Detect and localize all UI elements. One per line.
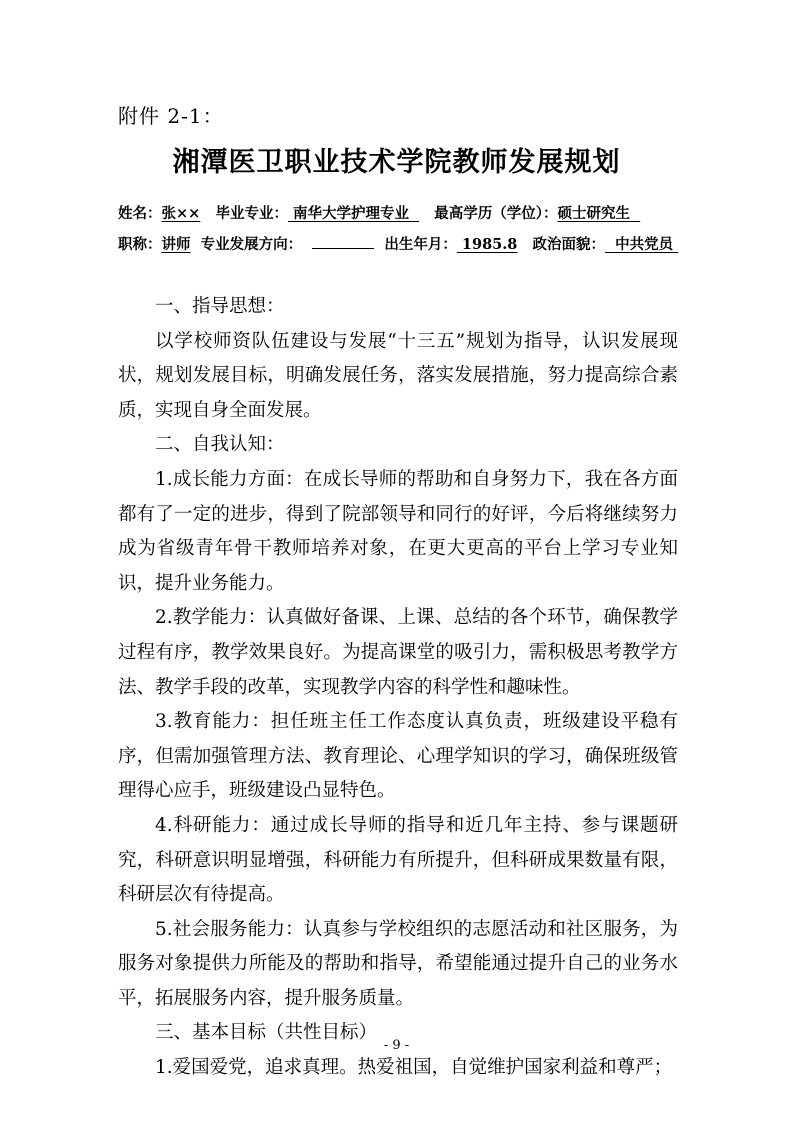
- direction-label: 专业发展方向：: [200, 236, 303, 253]
- political-value: 中共党员: [615, 236, 674, 253]
- paragraph: 1.爱国爱党，追求真理。热爱祖国，自觉维护国家利益和尊严；: [155, 1057, 673, 1079]
- paragraph: 4.科研能力：通过成长导师的指导和近几年主持、参与课题研究，科研意识明显增强，科研能力有所提升，但科研成果数量有限，科研层次有待提高。: [118, 814, 678, 906]
- direction-blank: [312, 247, 374, 249]
- info-line-2: [118, 233, 678, 254]
- paragraph: 5.社会服务能力：认真参与学校组织的志愿活动和社区服务，为服务对象提供力所能及的帮助和指导，希望能通过提升自己的业务水平，拓展服务内容，提升服务质量。: [118, 918, 678, 1009]
- rank-label: 职称：: [118, 236, 162, 253]
- section-heading: 一、指导思想：: [155, 296, 285, 317]
- birth-value: 1985.8: [461, 236, 518, 253]
- section-heading: 三、基本目标（共性目标）: [155, 1022, 378, 1044]
- paragraph: 3.教育能力：担任班主任工作态度认真负责，班级建设平稳有序，但需加强管理方法、教育理论、心理学知识的学习，确保班级管理得心应手，班级建设凸显特色。: [118, 711, 678, 802]
- paragraph: 以学校师资队伍建设与发展“十三五”规划为指导，认识发展现状，规划发展目标，明确发展任务，落实发展措施，努力提高综合素质，实现自身全面发展。: [118, 330, 678, 421]
- paragraph: 2.教学能力：认真做好备课、上课、总结的各个环节，确保教学过程有序，教学效果良好。为提高课堂的吸引力，需积极思考教学方法、教学手段的改革，实现教学内容的科学性和趣味性。: [118, 607, 678, 698]
- degree-label: 最高学历（学位）：: [434, 205, 558, 222]
- political-label: 政治面貌：: [532, 236, 606, 253]
- body-text: [118, 290, 678, 1086]
- birth-label: 出生年月：: [384, 236, 457, 253]
- paragraph: 1.成长能力方面：在成长导师的帮助和自身努力下，我在各方面都有了一定的进步，得到了院部领导和同行的好评，今后将继续努力成为省级青年骨干教师培养对象，在更大更高的平台上学习专业知识，提升业务能力。: [118, 468, 678, 594]
- section-heading: 二、自我认知：: [155, 434, 285, 456]
- major-value: 南华大学护理专业: [293, 205, 410, 222]
- info-line-1: [118, 202, 640, 223]
- rank-value: 讲师: [161, 236, 191, 253]
- name-label: 姓名：: [118, 205, 162, 222]
- major-label: 毕业专业：: [215, 205, 288, 222]
- document-title: 湘潭医卫职业技术学院教师发展规划: [172, 147, 621, 178]
- page-number: - 9 -: [383, 1038, 410, 1053]
- attachment-label: 附件 2-1：: [118, 104, 224, 128]
- name-value: 张××: [161, 205, 201, 222]
- degree-value: 硕士研究生: [557, 205, 631, 222]
